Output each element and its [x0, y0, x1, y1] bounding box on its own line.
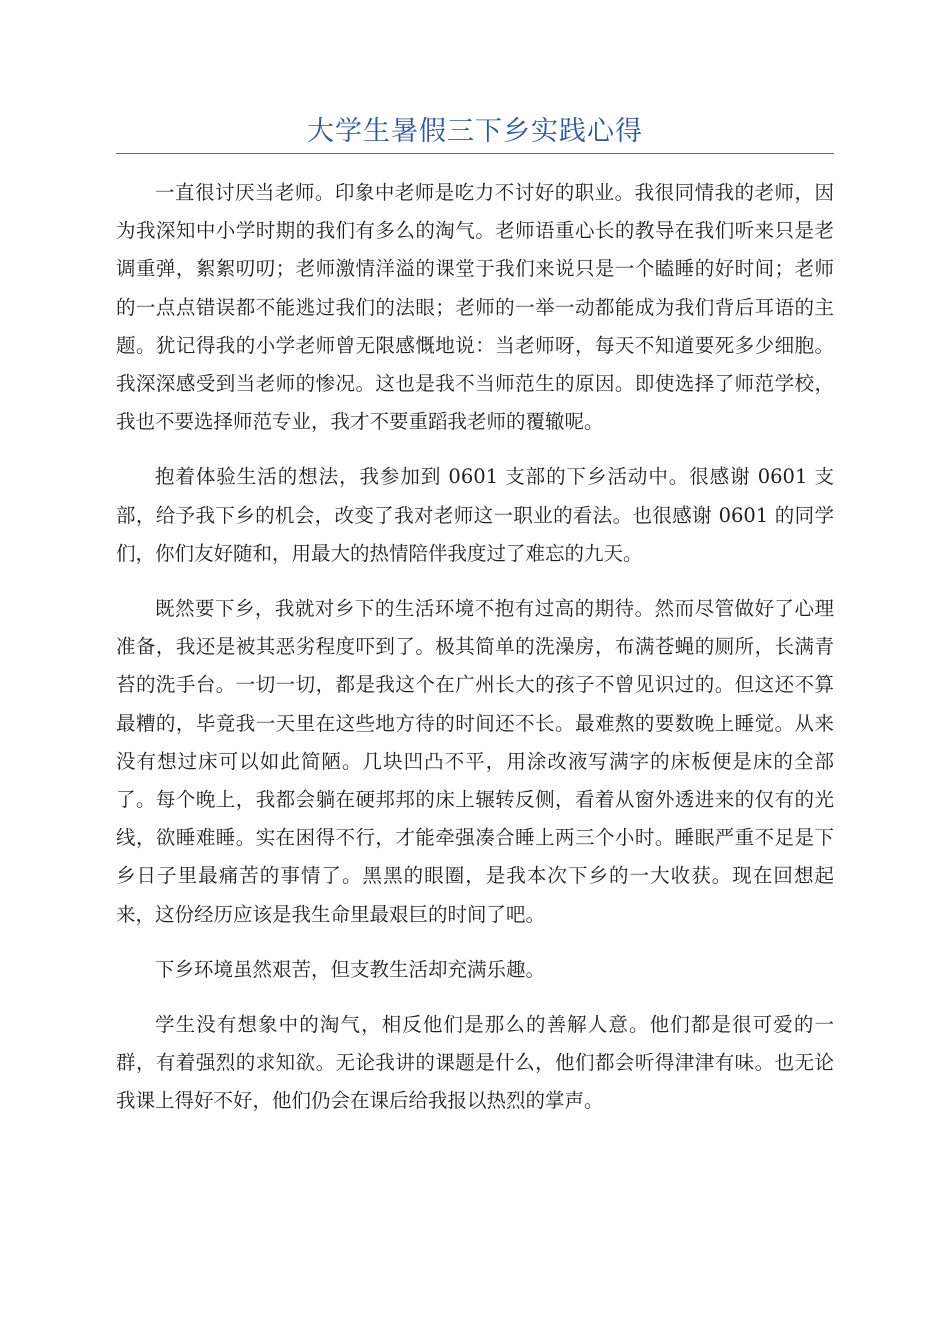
title-underline [116, 153, 834, 154]
document-body [116, 174, 834, 1138]
paragraph: 下乡环境虽然艰苦，但支教生活却充满乐趣。 [155, 957, 546, 981]
paragraph: 学生没有想象中的淘气，相反他们是那么的善解人意。他们都是很可爱的一群，有着强烈的求知欲。无论我讲的课题是什么，他们都会听得津津有味。也无论我课上得好不好，他们仍会在课后给我报以热烈的掌声。 [116, 1013, 834, 1113]
paragraph: 一直很讨厌当老师。印象中老师是吃力不讨好的职业。我很同情我的老师，因为我深知中小学时期的我们有多么的淘气。老师语重心长的教导在我们听来只是老调重弹，絮絮叨叨；老师激情洋溢的课堂于我们来说只是一个瞌睡的好时间；老师的一点点错误都不能逃过我们的法眼；老师的一举一动都能成为我们背后耳语的主题。犹记得我的小学老师曾无限感慨地说：当老师呀，每天不知道要死多少细胞。我深深感受到当老师的惨况。这也是我不当师范生的原因。即使选择了师范学校，我也不要选择师范专业，我才不要重蹈我老师的覆辙呢。 [116, 181, 834, 434]
paragraph: 抱着体验生活的想法，我参加到 0601 支部的下乡活动中。很感谢 0601 支部，给予我下乡的机会，改变了我对老师这一职业的看法。也很感谢 0601 的同学们，你们友好随和，用最大的热情陪伴我度过了难忘的九天。 [116, 465, 834, 565]
paragraph: 既然要下乡，我就对乡下的生活环境不抱有过高的期待。然而尽管做好了心理准备，我还是被其恶劣程度吓到了。极其简单的洗澡房，布满苍蝇的厕所，长满青苔的洗手台。一切一切，都是我这个在广州长大的孩子不曾见识过的。但这还不算最糟的，毕竟我一天里在这些地方待的时间还不长。最难熬的要数晚上睡觉。从来没有想过床可以如此简陋。几块凹凸不平，用涂改液写满字的床板便是床的全部了。每个晚上，我都会躺在硬邦邦的床上辗转反侧，看着从窗外透进来的仅有的光线，欲睡难睡。实在困得不行，才能牵强凑合睡上两三个小时。睡眠严重不足是下乡日子里最痛苦的事情了。黑黑的眼圈，是我本次下乡的一大收获。现在回想起来，这份经历应该是我生命里最艰巨的时间了吧。 [116, 597, 834, 926]
document-title: 大学生暑假三下乡实践心得 [307, 116, 643, 147]
